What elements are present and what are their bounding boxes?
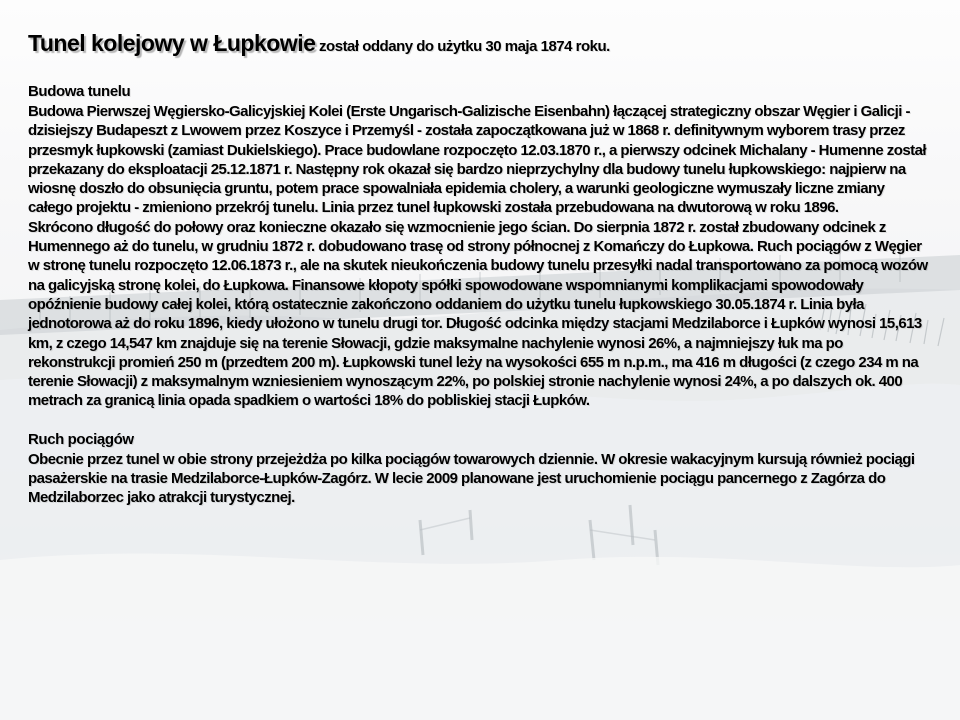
section-budowa-tunelu [28,82,928,411]
section-spacer [28,411,928,430]
paragraph: Obecnie przez tunel w obie strony przejeżdża po kilka pociągów towarowych dziennie. W okresie wakacyjnym kursują również pociągi pasażerskie na trasie Medzilaborce-Łupków-Zagórz. W lecie 2009 planowane jest uruchomienie pociągu pancernego z Zagórza do Medzilaborzec jako atrakcji turystycznej. [28,450,915,507]
slide-title [28,26,928,64]
section-ruch-pociagow [28,430,928,508]
section-heading: Budowa tunelu [28,83,131,100]
slide-content [28,26,928,508]
section-heading: Ruch pociągów [28,430,134,448]
snow-drift [0,554,960,720]
paragraph: Budowa Pierwszej Węgiersko-Galicyjskiej Kolei (Erste Ungarisch-Galizische Eisenbahn) łączącej strategiczny obszar Węgier i Galicji - dzisiejszy Budapeszt z Lwowem przez Koszyce i Przemyśl - została zapoczątkowana już w 1868 r. definitywnym wyborem trasy przez przesmyk łupkowski (zamiast Dukielskiego). Prace budowlane rozpoczęto 12.03.1870 r., a pierwszy odcinek Michalany - Humenne został przekazany do eksploatacji 25.12.1871 r. Następny rok okazał się bardzo nieprzychylny dla budowy tunelu łupkowskiego: najpierw na wiosnę doszło do obsunięcia gruntu, potem prace spowalniała epidemia cholery, a warunki geologiczne wymuszały liczne zmiany całego projektu - zmieniono przekrój tunelu. Linia przez tunel łupkowski została przebudowana na dwutorową w roku 1896. [28,103,927,217]
title-subtext: został oddany do użytku 30 maja 1874 roku. [315,38,610,55]
paragraph: Skrócono długość do połowy oraz konieczne okazało się wzmocnienie jego ścian. Do sierpnia 1872 r. został zbudowany odcinek z Humennego aż do tunelu, w grudniu 1872 r. dobudowano trasę od strony północnej z Komańczy do Łupkowa. Ruch pociągów z Węgier w stronę tunelu rozpoczęto 12.06.1873 r., ale na skutek nieukończenia budowy tunelu przesyłki nadal transportowano za pomocą wozów na galicyjską stronę kolei, do Łupkowa. Finansowe kłopoty spółki spowodowane wspomnianymi komplikacjami spowodowały opóźnienie budowy całej kolei, którą ostatecznie zakończono oddaniem do użytku tunelu łupkowskiego 30.05.1874 r. Linia była jednotorowa aż do roku 1896, kiedy ułożono w tunelu drugi tor. Długość odcinka między stacjami Medzilaborce i Łupków wynosi 15,613 km, z czego 14,547 km znajduje się na terenie Słowacji, gdzie maksymalne nachylenie wynosi 26%, a najmniejszy łuk ma po rekonstrukcji promień 250 m (przedtem 200 m). Łupkowski tunel leży na wysokości 655 m n.p.m., ma 416 m długości (z czego 234 m na terenie Słowacji) z maksymalnym wzniesieniem wynoszącym 22%, po polskiej stronie nachylenie wynosi 24%, a po dalszych ok. 400 metrach za granicą linia opada spadkiem o wartości 18% do pobliskiej stacji Łupków. [28,218,928,410]
title-main: Tunel kolejowy w Łupkowie [28,30,316,56]
